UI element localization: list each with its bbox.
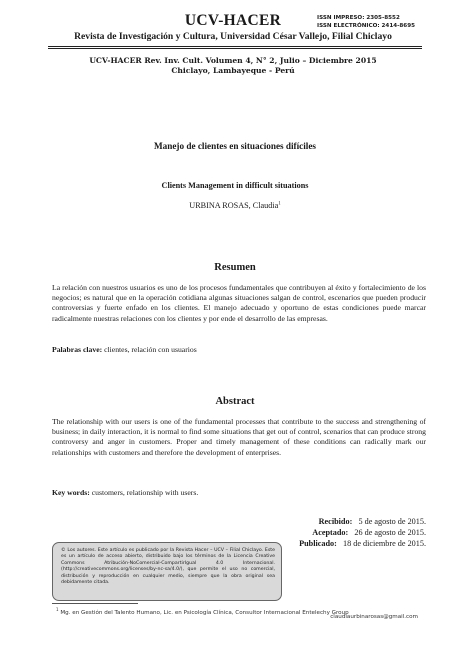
received-date (299, 516, 426, 527)
accepted-date (299, 527, 426, 538)
abstract-heading: Abstract (215, 396, 255, 407)
keywords-label-es: Palabras clave: (52, 345, 103, 354)
volume-info (0, 56, 466, 76)
license-text: © Los autores. Este artículo es publicado por la Revista Hacer – UCV – Filial Chiclayo. Este es un artículo de acceso abierto, distribuido bajo los términos de la Licencia Creative Commons Atribución-NoComercial-CompartirIgual 4.0 Internacional. (http://creativecommons.org/licenses/by-nc-sa/4.0/), que permite el uso no comercial, distribución y reproducción en cualquier medio, siempre que la obra original sea debidamente citada. (61, 548, 275, 586)
issn-print: ISSN IMPRESO: 2305-8552 (317, 15, 400, 21)
author-name: URBINA ROSAS, Claudia (189, 201, 279, 210)
header-rule-top (48, 46, 422, 47)
author-footnote-marker: 1 (278, 201, 281, 207)
published-date (299, 538, 426, 549)
location-line: Chiclayo, Lambayeque - Perú (171, 66, 295, 75)
keywords-en: customers, relationship with users. (91, 488, 199, 497)
header-rule-bottom (48, 48, 422, 49)
resumen-body: La relación con nuestros usuarios es uno de los procesos fundamentales que contribuyen al éxito y fortalecimiento de los negocios; es natural que en la operación cotidiana algunas situaciones salgan de control, escenarios que pueden producir controversias y fuerte enfado en los clientes. El manejo adecuado y oportuno de estas condiciones puede marcar radicalmente nuestras relaciones con los clientes y por ende el desarrollo de las empresas. (52, 283, 426, 323)
publication-dates (299, 516, 426, 549)
issn-electronic: ISSN ELECTRÓNICO: 2414-8695 (317, 23, 415, 29)
footnote-text: Mg. en Gestión del Talento Humano, Lic. en Psicología Clínica, Consultor Internacional Entelechy Group (60, 609, 349, 616)
accepted-value: 26 de agosto de 2015. (354, 528, 426, 537)
volume-line: UCV-HACER Rev. Inv. Cult. Volumen 4, N° 2, Julio – Diciembre 2015 (89, 56, 377, 65)
issn-block (317, 14, 415, 30)
article-title-en: Clients Management in difficult situations (161, 181, 309, 190)
resumen-heading: Resumen (214, 262, 256, 273)
received-label: Recibido: (318, 517, 353, 526)
resumen-keywords (52, 345, 426, 354)
journal-subtitle: Revista de Investigación y Cultura, Universidad César Vallejo, Filial Chiclayo (74, 31, 392, 42)
abstract-body: The relationship with our users is one of the fundamental processes that contribute to the success and strengthening of business; in daily interaction, it is normal to find some situations that get out of control, scenarios that can produce strong controversy and anger in customers. Proper and timely management of these conditions can radically mark our relationships with customers and therefore the development of enterprises. (52, 417, 426, 457)
keywords-es: clientes, relación con usuarios (104, 345, 197, 354)
author-line (48, 201, 422, 210)
keywords-label-en: Key words: (52, 488, 90, 497)
abstract-keywords (52, 488, 426, 497)
published-value: 18 de diciembre de 2015. (343, 539, 426, 548)
journal-name: UCV-HACER (184, 12, 282, 29)
article-title-es: Manejo de clientes en situaciones difíciles (153, 141, 317, 151)
license-box (52, 542, 282, 601)
footnote-rule (52, 603, 138, 604)
author-email[interactable]: claudiaurbinarosas@gmail.com (330, 614, 418, 620)
accepted-label: Aceptado: (312, 528, 349, 537)
published-label: Publicado: (299, 539, 337, 548)
received-value: 5 de agosto de 2015. (358, 517, 426, 526)
footnote-marker: 1 (56, 607, 59, 612)
